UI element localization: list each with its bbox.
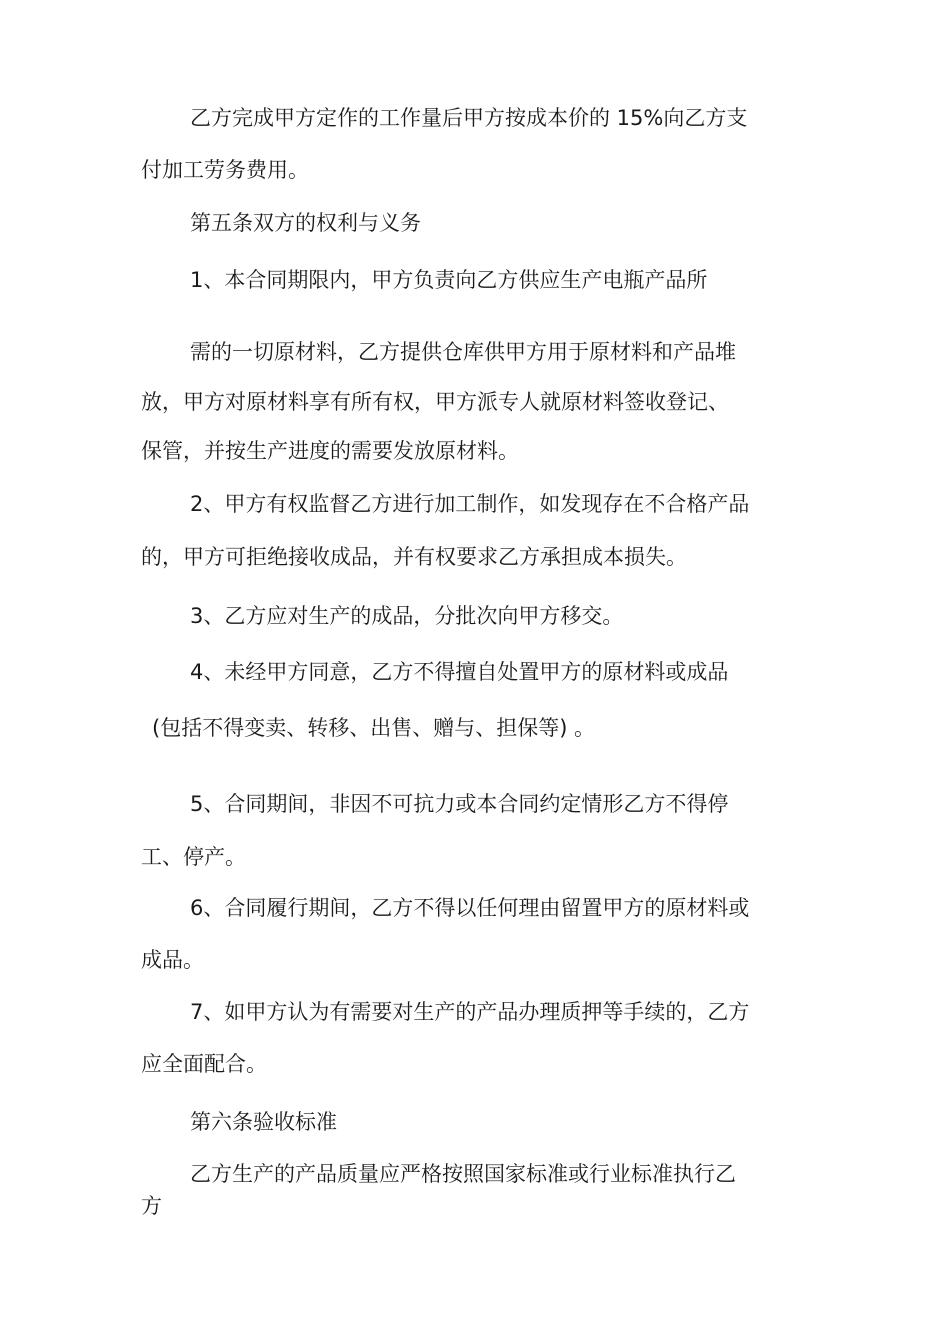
text-line: 7、如甲方认为有需要对生产的产品办理质押等手续的，乙方 [190,1000,750,1024]
section-heading: 第六条验收标准 [190,1110,337,1134]
text-line: 1、本合同期限内，甲方负责向乙方供应生产电瓶产品所 [190,268,708,292]
text-line: 乙方完成甲方定作的工作量后甲方按成本价的 15%向乙方支 [190,106,748,130]
text-line: 工、停产。 [141,845,246,869]
text-line: 放，甲方对原材料享有所有权，甲方派专人就原材料签收登记、 [141,390,729,414]
text-line: 成品。 [141,948,204,972]
text-line: 方 [141,1194,162,1218]
text-line: 保管，并按生产进度的需要发放原材料。 [141,439,519,463]
text-line: 需的一切原材料，乙方提供仓库供甲方用于原材料和产品堆 [190,340,736,364]
text-line: 3、乙方应对生产的成品，分批次向甲方移交。 [190,604,624,628]
text-line: (包括不得变卖、转移、出售、赠与、担保等) 。 [152,716,596,740]
text-line: 的，甲方可拒绝接收成品，并有权要求乙方承担成本损失。 [141,545,687,569]
text-line: 应全面配合。 [141,1052,267,1076]
text-line: 4、未经甲方同意，乙方不得擅自处置甲方的原材料或成品 [190,660,729,684]
section-heading: 第五条双方的权利与义务 [190,211,421,235]
text-line: 2、甲方有权监督乙方进行加工制作，如发现存在不合格产品 [190,492,750,516]
text-line: 6、合同履行期间，乙方不得以任何理由留置甲方的原材料或 [190,896,750,920]
text-line: 乙方生产的产品质量应严格按照国家标准或行业标准执行乙 [190,1162,736,1186]
text-line: 5、合同期间，非因不可抗力或本合同约定情形乙方不得停 [190,792,729,816]
text-line: 付加工劳务费用。 [141,158,309,182]
